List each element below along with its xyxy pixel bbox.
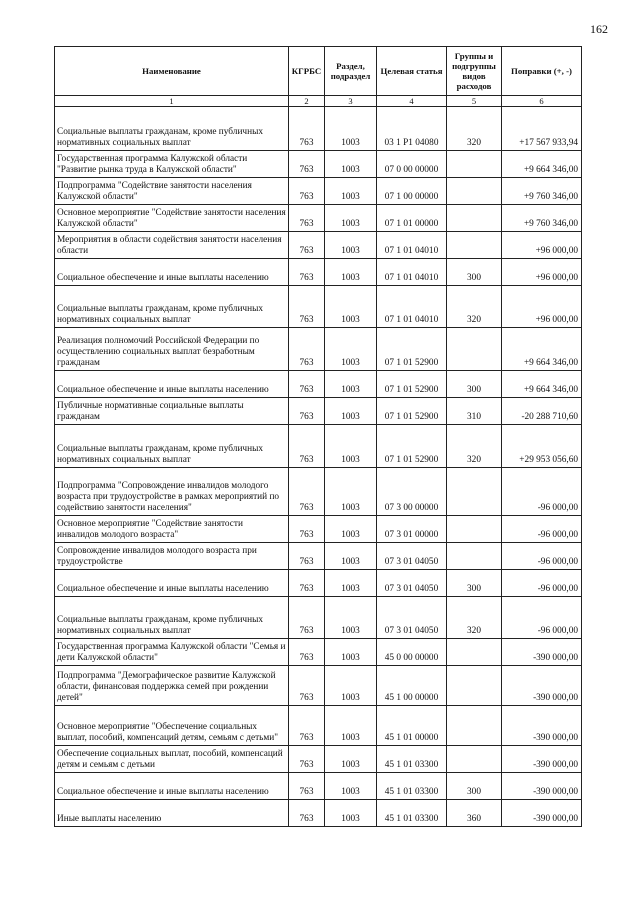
- row-kgrbs-cell: 763: [289, 666, 325, 706]
- row-section-cell: 1003: [325, 773, 377, 800]
- row-section-cell: 1003: [325, 328, 377, 371]
- table-row: [55, 597, 582, 639]
- row-amount-cell: +96 000,00: [502, 259, 582, 286]
- row-target-article-cell: 03 1 P1 04080: [377, 107, 447, 151]
- table-row: [55, 570, 582, 597]
- row-expense-group-cell: [447, 543, 502, 570]
- row-kgrbs-cell: 763: [289, 706, 325, 746]
- row-expense-group-cell: [447, 706, 502, 746]
- row-target-article-cell: 07 1 01 52900: [377, 371, 447, 398]
- header-amendments: Поправки (+, -): [502, 47, 582, 96]
- row-target-article-cell: 07 1 01 00000: [377, 205, 447, 232]
- row-kgrbs-cell: 763: [289, 178, 325, 205]
- row-name-cell: Подпрограмма "Содействие занятости населения Калужской области": [55, 178, 289, 205]
- row-name-cell: Социальные выплаты гражданам, кроме публичных нормативных социальных выплат: [55, 425, 289, 468]
- row-name-cell: Социальное обеспечение и иные выплаты населению: [55, 773, 289, 800]
- row-kgrbs-cell: 763: [289, 800, 325, 827]
- row-kgrbs-cell: 763: [289, 516, 325, 543]
- column-number-row: [55, 96, 582, 107]
- row-section-cell: 1003: [325, 371, 377, 398]
- table-row: [55, 425, 582, 468]
- table-row: [55, 639, 582, 666]
- table-row: [55, 259, 582, 286]
- row-target-article-cell: 07 3 01 00000: [377, 516, 447, 543]
- row-name-cell: Социальные выплаты гражданам, кроме публичных нормативных социальных выплат: [55, 597, 289, 639]
- row-name-cell: Обеспечение социальных выплат, пособий, компенсаций детям и семьям с детьми: [55, 746, 289, 773]
- row-expense-group-cell: 310: [447, 398, 502, 425]
- row-section-cell: 1003: [325, 543, 377, 570]
- row-section-cell: 1003: [325, 178, 377, 205]
- row-amount-cell: -96 000,00: [502, 468, 582, 516]
- row-target-article-cell: 07 3 01 04050: [377, 543, 447, 570]
- row-name-cell: Государственная программа Калужской области "Развитие рынка труда в Калужской области": [55, 151, 289, 178]
- row-expense-group-cell: 320: [447, 597, 502, 639]
- table-row: [55, 800, 582, 827]
- header-name: Наименование: [55, 47, 289, 96]
- row-expense-group-cell: [447, 639, 502, 666]
- row-expense-group-cell: 300: [447, 259, 502, 286]
- row-target-article-cell: 45 0 00 00000: [377, 639, 447, 666]
- row-section-cell: 1003: [325, 232, 377, 259]
- row-expense-group-cell: [447, 232, 502, 259]
- row-section-cell: 1003: [325, 570, 377, 597]
- row-section-cell: 1003: [325, 286, 377, 328]
- row-section-cell: 1003: [325, 746, 377, 773]
- row-expense-group-cell: [447, 468, 502, 516]
- row-target-article-cell: 45 1 01 03300: [377, 773, 447, 800]
- header-section: Раздел, подраздел: [325, 47, 377, 96]
- table-row: [55, 516, 582, 543]
- row-section-cell: 1003: [325, 205, 377, 232]
- row-amount-cell: -390 000,00: [502, 639, 582, 666]
- table-row: [55, 178, 582, 205]
- row-kgrbs-cell: 763: [289, 425, 325, 468]
- row-section-cell: 1003: [325, 666, 377, 706]
- row-amount-cell: +9 760 346,00: [502, 205, 582, 232]
- table-body: [55, 107, 582, 827]
- row-expense-group-cell: 320: [447, 286, 502, 328]
- row-section-cell: 1003: [325, 259, 377, 286]
- row-amount-cell: +9 664 346,00: [502, 151, 582, 178]
- row-section-cell: 1003: [325, 107, 377, 151]
- row-name-cell: Подпрограмма "Сопровождение инвалидов молодого возраста при трудоустройстве в рамках мероприятий по содействию занятости населения": [55, 468, 289, 516]
- table-row: [55, 666, 582, 706]
- row-kgrbs-cell: 763: [289, 259, 325, 286]
- header-expense-groups: Группы и подгруппы видов расходов: [447, 47, 502, 96]
- row-name-cell: Социальные выплаты гражданам, кроме публичных нормативных социальных выплат: [55, 286, 289, 328]
- row-kgrbs-cell: 763: [289, 205, 325, 232]
- row-section-cell: 1003: [325, 398, 377, 425]
- row-name-cell: Основное мероприятие "Обеспечение социальных выплат, пособий, компенсаций детям, семьям с детьми": [55, 706, 289, 746]
- row-amount-cell: -390 000,00: [502, 800, 582, 827]
- row-kgrbs-cell: 763: [289, 232, 325, 259]
- row-kgrbs-cell: 763: [289, 639, 325, 666]
- table-row: [55, 151, 582, 178]
- row-name-cell: Сопровождение инвалидов молодого возраста при трудоустройстве: [55, 543, 289, 570]
- row-kgrbs-cell: 763: [289, 107, 325, 151]
- row-name-cell: Социальное обеспечение и иные выплаты населению: [55, 570, 289, 597]
- row-kgrbs-cell: 763: [289, 328, 325, 371]
- row-target-article-cell: 07 3 00 00000: [377, 468, 447, 516]
- row-expense-group-cell: [447, 746, 502, 773]
- row-name-cell: Реализация полномочий Российской Федерации по осуществлению социальных выплат безработным гражданам: [55, 328, 289, 371]
- column-number: 5: [447, 96, 502, 107]
- row-target-article-cell: 07 1 01 52900: [377, 398, 447, 425]
- column-number: 2: [289, 96, 325, 107]
- row-target-article-cell: 45 1 01 00000: [377, 706, 447, 746]
- row-amount-cell: -390 000,00: [502, 773, 582, 800]
- row-target-article-cell: 45 1 01 03300: [377, 746, 447, 773]
- row-name-cell: Мероприятия в области содействия занятости населения области: [55, 232, 289, 259]
- row-kgrbs-cell: 763: [289, 746, 325, 773]
- table-row: [55, 706, 582, 746]
- table-row: [55, 107, 582, 151]
- row-amount-cell: -390 000,00: [502, 666, 582, 706]
- column-number: 3: [325, 96, 377, 107]
- row-section-cell: 1003: [325, 425, 377, 468]
- row-name-cell: Социальное обеспечение и иные выплаты населению: [55, 259, 289, 286]
- row-expense-group-cell: [447, 178, 502, 205]
- table-row: [55, 468, 582, 516]
- row-target-article-cell: 07 1 01 52900: [377, 425, 447, 468]
- column-number: 4: [377, 96, 447, 107]
- table-row: [55, 328, 582, 371]
- row-target-article-cell: 07 1 01 04010: [377, 286, 447, 328]
- row-section-cell: 1003: [325, 706, 377, 746]
- row-amount-cell: -96 000,00: [502, 516, 582, 543]
- row-section-cell: 1003: [325, 597, 377, 639]
- budget-table: [54, 46, 582, 827]
- row-kgrbs-cell: 763: [289, 543, 325, 570]
- row-amount-cell: +9 664 346,00: [502, 371, 582, 398]
- row-name-cell: Подпрограмма "Демографическое развитие Калужской области, финансовая поддержка семей при рождении детей": [55, 666, 289, 706]
- row-kgrbs-cell: 763: [289, 371, 325, 398]
- row-kgrbs-cell: 763: [289, 151, 325, 178]
- row-amount-cell: -390 000,00: [502, 706, 582, 746]
- row-amount-cell: -390 000,00: [502, 746, 582, 773]
- row-amount-cell: +29 953 056,60: [502, 425, 582, 468]
- row-amount-cell: -20 288 710,60: [502, 398, 582, 425]
- row-expense-group-cell: [447, 666, 502, 706]
- row-target-article-cell: 07 1 01 04010: [377, 259, 447, 286]
- row-section-cell: 1003: [325, 800, 377, 827]
- row-section-cell: 1003: [325, 516, 377, 543]
- row-section-cell: 1003: [325, 639, 377, 666]
- row-target-article-cell: 07 3 01 04050: [377, 597, 447, 639]
- row-amount-cell: +96 000,00: [502, 232, 582, 259]
- row-kgrbs-cell: 763: [289, 773, 325, 800]
- column-number: 6: [502, 96, 582, 107]
- row-target-article-cell: 07 3 01 04050: [377, 570, 447, 597]
- row-target-article-cell: 45 1 00 00000: [377, 666, 447, 706]
- row-kgrbs-cell: 763: [289, 468, 325, 516]
- row-kgrbs-cell: 763: [289, 570, 325, 597]
- table-row: [55, 543, 582, 570]
- row-amount-cell: +9 664 346,00: [502, 328, 582, 371]
- row-amount-cell: -96 000,00: [502, 597, 582, 639]
- header-target-article: Целевая статья: [377, 47, 447, 96]
- row-name-cell: Публичные нормативные социальные выплаты гражданам: [55, 398, 289, 425]
- table-row: [55, 773, 582, 800]
- row-name-cell: Основное мероприятие "Содействие занятости инвалидов молодого возраста": [55, 516, 289, 543]
- row-amount-cell: -96 000,00: [502, 570, 582, 597]
- row-expense-group-cell: [447, 516, 502, 543]
- row-expense-group-cell: [447, 328, 502, 371]
- row-name-cell: Основное мероприятие "Содействие занятости населения Калужской области": [55, 205, 289, 232]
- row-section-cell: 1003: [325, 468, 377, 516]
- row-expense-group-cell: 360: [447, 800, 502, 827]
- row-expense-group-cell: 300: [447, 773, 502, 800]
- table-row: [55, 232, 582, 259]
- row-expense-group-cell: 320: [447, 107, 502, 151]
- row-expense-group-cell: 320: [447, 425, 502, 468]
- table-row: [55, 398, 582, 425]
- table-row: [55, 205, 582, 232]
- row-kgrbs-cell: 763: [289, 398, 325, 425]
- row-target-article-cell: 07 0 00 00000: [377, 151, 447, 178]
- row-amount-cell: +17 567 933,94: [502, 107, 582, 151]
- row-amount-cell: +9 760 346,00: [502, 178, 582, 205]
- row-target-article-cell: 07 1 00 00000: [377, 178, 447, 205]
- table-row: [55, 746, 582, 773]
- row-amount-cell: +96 000,00: [502, 286, 582, 328]
- row-name-cell: Иные выплаты населению: [55, 800, 289, 827]
- row-name-cell: Государственная программа Калужской области "Семья и дети Калужской области": [55, 639, 289, 666]
- column-number: 1: [55, 96, 289, 107]
- row-expense-group-cell: 300: [447, 570, 502, 597]
- row-name-cell: Социальные выплаты гражданам, кроме публичных нормативных социальных выплат: [55, 107, 289, 151]
- page-number: 162: [590, 22, 608, 36]
- row-target-article-cell: 45 1 01 03300: [377, 800, 447, 827]
- row-section-cell: 1003: [325, 151, 377, 178]
- row-kgrbs-cell: 763: [289, 597, 325, 639]
- row-expense-group-cell: [447, 205, 502, 232]
- header-kgrbs: КГРБС: [289, 47, 325, 96]
- row-kgrbs-cell: 763: [289, 286, 325, 328]
- header-row: [55, 47, 582, 96]
- row-name-cell: Социальное обеспечение и иные выплаты населению: [55, 371, 289, 398]
- row-expense-group-cell: [447, 151, 502, 178]
- row-target-article-cell: 07 1 01 52900: [377, 328, 447, 371]
- row-target-article-cell: 07 1 01 04010: [377, 232, 447, 259]
- row-amount-cell: -96 000,00: [502, 543, 582, 570]
- table-row: [55, 286, 582, 328]
- row-expense-group-cell: 300: [447, 371, 502, 398]
- table-row: [55, 371, 582, 398]
